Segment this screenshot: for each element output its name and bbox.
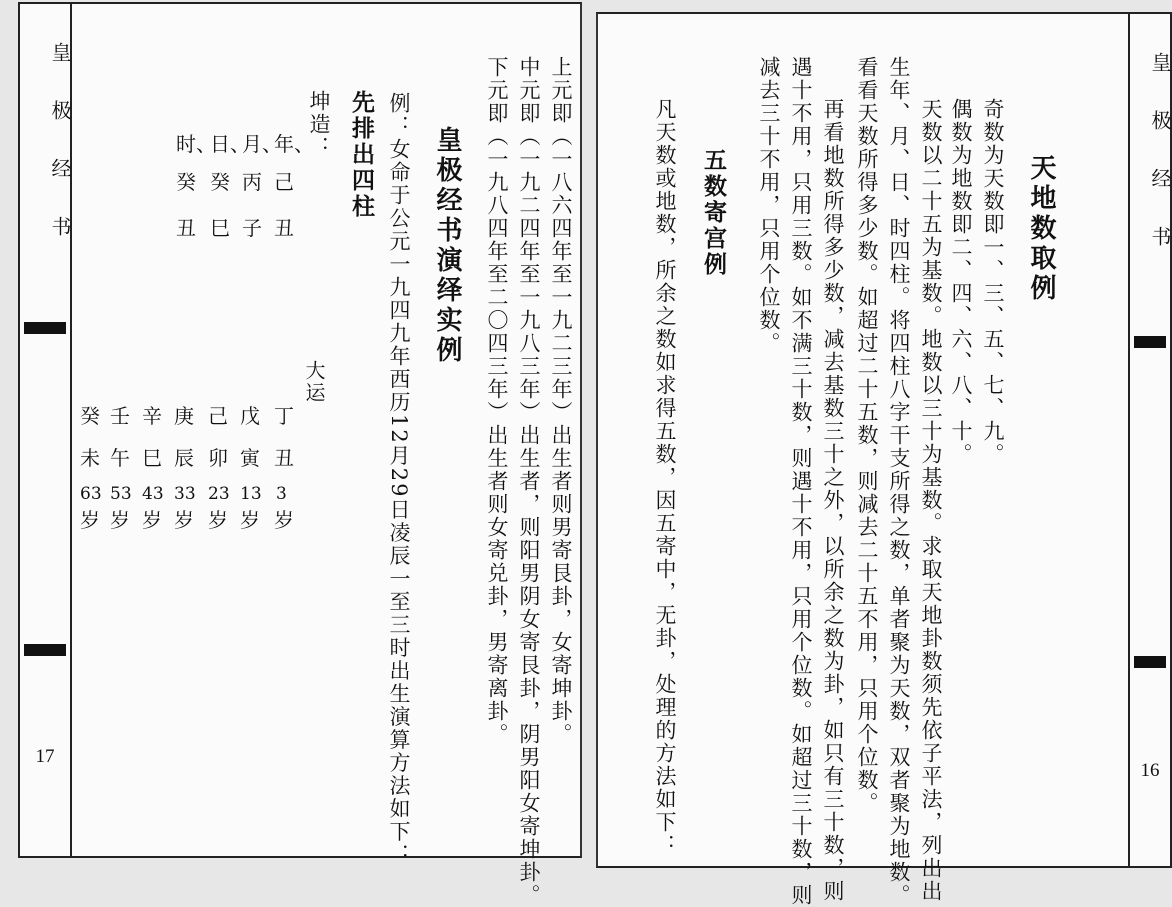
dayun-branch: 午 [110,446,130,470]
section-title: 皇极经书演绎实例 [432,126,462,366]
section-title: 天地数取例 [1026,154,1056,304]
dayun-branch: 丑 [274,446,294,470]
running-title: 皇极经书 [48,42,72,274]
dayun-unit: 岁 [174,508,194,532]
pillar-branch: 丑 [176,216,196,240]
pillar-stem: 癸 [176,170,196,194]
text-column-3: 天数以二十五为基数。地数以三十为基数。求取天地卦数须先依子平法，列出出 [919,98,943,903]
pillar-label: 日、 [210,132,250,156]
dayun-age: 63 [80,484,102,504]
dayun-unit: 岁 [274,508,294,532]
dayun-branch: 未 [80,446,100,470]
page-number: 17 [35,746,55,767]
left-margin-column [20,4,72,856]
subsection-title: 五数寄宫例 [700,148,727,278]
dayun-stem: 丁 [274,404,294,428]
text-column-2: 偶数为地数即二、四、六、八、十。 [949,98,973,466]
pillar-branch: 丑 [274,216,294,240]
running-title: 皇极经书 [1148,52,1172,284]
dayun-age: 23 [208,484,230,504]
margin-bar-top [24,322,66,334]
dayun-unit: 岁 [142,508,162,532]
dayun-stem: 癸 [80,404,100,428]
dayun-unit: 岁 [208,508,228,532]
dayun-age: 3 [276,484,287,504]
example-intro [388,92,409,866]
margin-bar-top [1134,336,1166,348]
dayun-branch: 巳 [142,446,162,470]
page-number: 16 [1140,760,1160,781]
dayun-unit: 岁 [80,508,100,532]
dayun-branch: 辰 [174,446,194,470]
left-page [18,2,582,907]
dayun-age: 33 [174,484,196,504]
text-column-5: 看看天数所得多少数。如超过二十五数，则减去二十五不用，只用个位数。 [855,56,879,815]
dayun-age: 53 [110,484,132,504]
kun-zao-label: 坤造： [307,90,331,159]
text-column-9: 凡天数或地数，所余之数如求得五数，因五寄中，无卦，处理的方法如下： [653,98,677,857]
margin-bar-bottom [24,644,66,656]
subsection-title: 先排出四柱 [348,90,375,220]
dayun-stem: 戊 [240,404,260,428]
dayun-unit: 岁 [240,508,260,532]
pillar-label: 年、 [274,132,314,156]
dayun-branch: 卯 [208,446,228,470]
dayun-stem: 己 [208,404,228,428]
pillar-stem: 丙 [242,170,262,194]
pillar-label: 时、 [176,132,216,156]
text-column-1: 上元即（一八六四年至一九二三年）出生者则男寄艮卦，女寄坤卦。 [549,56,573,746]
text-column-4: 生年、月、日、时四柱。将四柱八字干支所得之数，单者聚为天数，双者聚为地数。 [887,56,911,907]
dayun-stem: 庚 [174,404,194,428]
text-column-6: 再看地数所得多少数，减去基数三十之外，以所余之数为卦，如只有三十数，则 [821,98,845,903]
dayun-label: 大运 [302,360,326,404]
pillar-stem: 癸 [210,170,230,194]
right-page [596,12,1172,907]
right-margin-column [1128,14,1170,866]
pillar-branch: 巳 [210,216,230,240]
pillar-branch: 子 [242,216,262,240]
text-column-2: 中元即（一九二四年至一九八三年）出生者，则阳男阴女寄艮卦，阴男阳女寄坤卦。 [517,56,541,907]
dayun-age: 13 [240,484,262,504]
dayun-age: 43 [142,484,164,504]
dayun-stem: 辛 [142,404,162,428]
margin-bar-bottom [1134,656,1166,668]
text-column-8: 减去三十不用，只用个位数。 [757,56,781,355]
text-column-1: 奇数为天数即一、三、五、七、九。 [981,98,1005,466]
dayun-unit: 岁 [110,508,130,532]
dayun-stem: 壬 [110,404,130,428]
example-intro-text: 例：女命于公元一九四九年西历12月29日凌辰一至三时出生演算方法如下： [387,92,411,867]
text-column-7: 遇十不用，只用三数。如不满三十数，则遇十不用，只用个位数。如超过三十数，则 [789,56,813,907]
pillar-stem: 己 [274,170,294,194]
pillar-label: 月、 [242,132,282,156]
text-column-3: 下元即（一九八四年至二〇四三年）出生者则女寄兑卦，男寄离卦。 [485,56,509,746]
dayun-branch: 寅 [240,446,260,470]
